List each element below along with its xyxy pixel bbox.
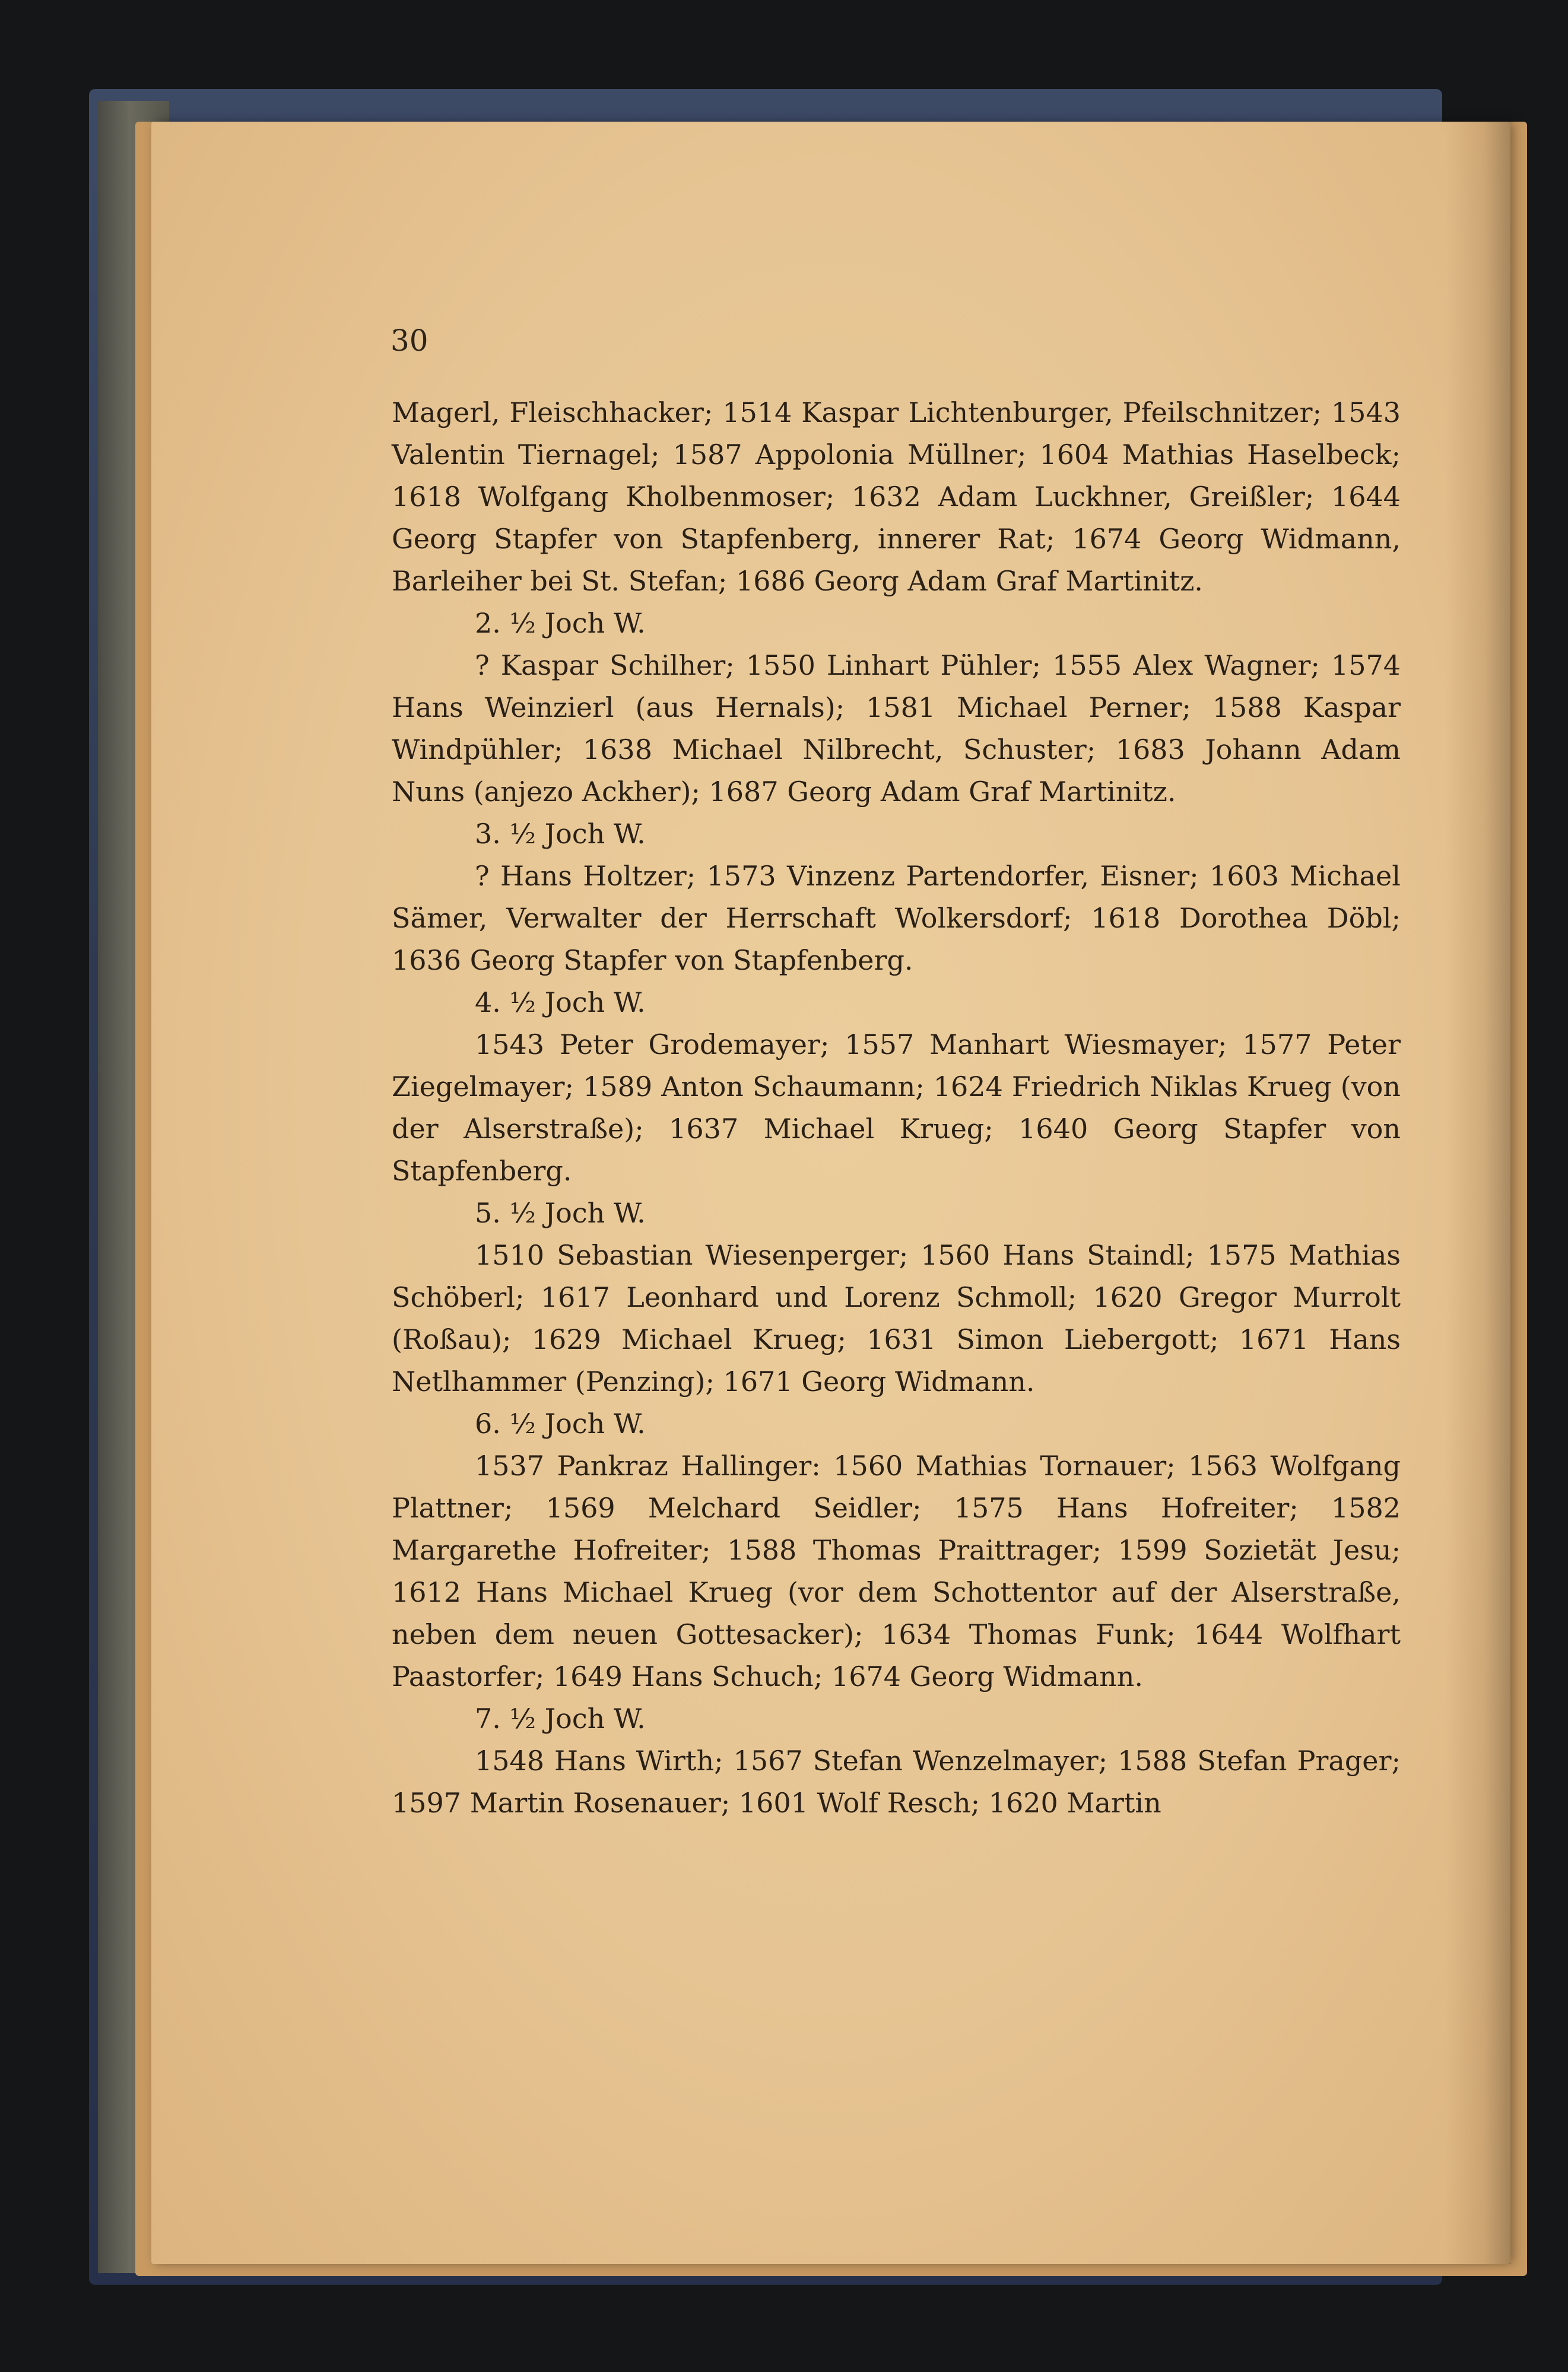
page-number: 30 [391, 323, 428, 358]
page-gutter-shadow [1445, 122, 1510, 2264]
paragraph: ? Hans Holtzer; 1573 Vinzenz Partendorfer, Eisner; 1603 Michael Sämer, Verwalter der Herrschaft Wolkersdorf; 1618 Dorothea Döbl; 1636 Georg Stapfer von Stapfenberg. [392, 860, 1401, 976]
section-heading: 2. ½ Joch W. [475, 607, 646, 639]
paragraph: 1543 Peter Grodemayer; 1557 Manhart Wiesmayer; 1577 Peter Ziegelmayer; 1589 Anton Schaumann; 1624 Friedrich Niklas Krueg (von der Alserstraße); 1637 Michael Krueg; 1640 Georg Stapfer von Stapfenberg. [392, 1028, 1401, 1187]
paragraph: Magerl, Fleischhacker; 1514 Kaspar Lichtenburger, Pfeilschnitzer; 1543 Valentin Tiernagel; 1587 Appolonia Müllner; 1604 Mathias Haselbeck; 1618 Wolfgang Kholbenmoser; 1632 Adam Luckhner, Greißler; 1644 Georg Stapfer von Stapfenberg, innerer Rat; 1674 Georg Widmann, Barleiher bei St. Stefan; 1686 Georg Adam Graf Martinitz. [392, 396, 1401, 597]
section-heading: 4. ½ Joch W. [475, 986, 646, 1018]
text-block [392, 392, 1401, 1824]
section-heading: 3. ½ Joch W. [475, 818, 646, 850]
paragraph: ? Kaspar Schilher; 1550 Linhart Pühler; 1555 Alex Wagner; 1574 Hans Weinzierl (aus Hernals); 1581 Michael Perner; 1588 Kaspar Windpühler; 1638 Michael Nilbrecht, Schuster; 1683 Johann Adam Nuns (anjezo Ackher); 1687 Georg Adam Graf Martinitz. [392, 649, 1401, 808]
paragraph: 1548 Hans Wirth; 1567 Stefan Wenzelmayer; 1588 Stefan Prager; 1597 Martin Rosenauer; 1601 Wolf Resch; 1620 Martin [392, 1745, 1401, 1819]
paragraph: 1537 Pankraz Hallinger: 1560 Mathias Tornauer; 1563 Wolfgang Plattner; 1569 Melchard Seidler; 1575 Hans Hofreiter; 1582 Margarethe Hofreiter; 1588 Thomas Praittrager; 1599 Sozietät Jesu; 1612 Hans Michael Krueg (vor dem Schottentor auf der Alserstraße, neben dem neuen Gottesacker); 1634 Thomas Funk; 1644 Wolfhart Paastorfer; 1649 Hans Schuch; 1674 Georg Widmann. [392, 1450, 1401, 1693]
paragraph: 1510 Sebastian Wiesenperger; 1560 Hans Staindl; 1575 Mathias Schöberl; 1617 Leonhard und Lorenz Schmoll; 1620 Gregor Murrolt (Roßau); 1629 Michael Krueg; 1631 Simon Liebergott; 1671 Hans Netlhammer (Penzing); 1671 Georg Widmann. [392, 1239, 1401, 1398]
section-heading: 6. ½ Joch W. [475, 1408, 646, 1440]
section-heading: 7. ½ Joch W. [475, 1703, 646, 1735]
section-heading: 5. ½ Joch W. [475, 1197, 646, 1229]
